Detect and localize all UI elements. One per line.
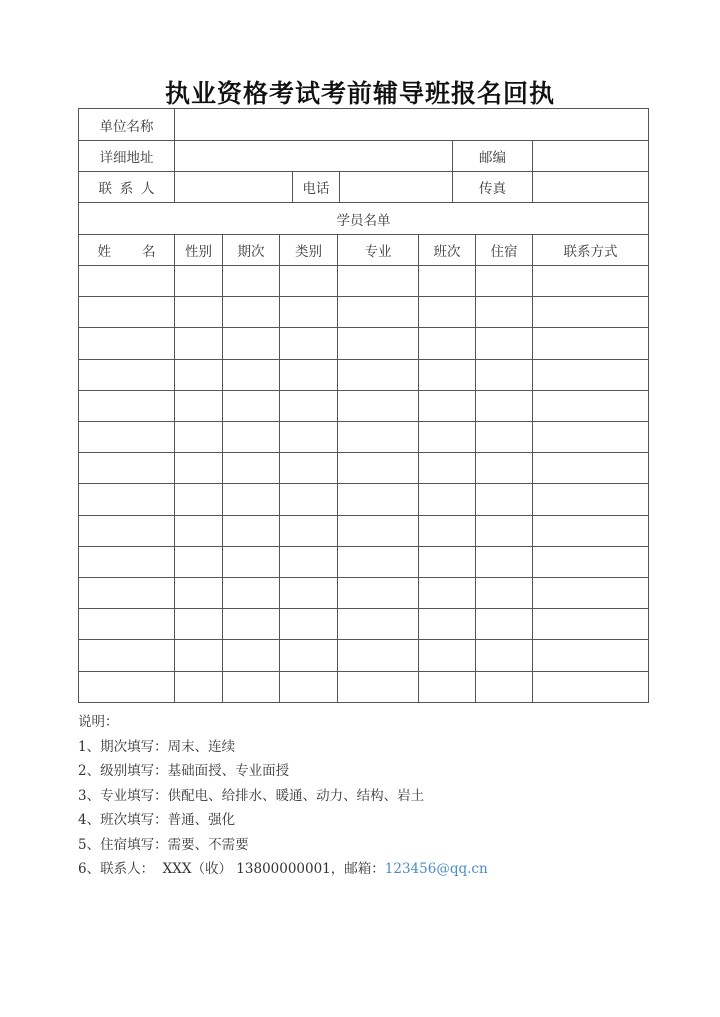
roster-cell-class[interactable] (418, 483, 476, 516)
roster-cell-name[interactable] (78, 515, 175, 547)
roster-cell-lodging[interactable] (475, 421, 533, 453)
col-header-name-char: 姓 (97, 244, 111, 260)
roster-cell-session[interactable] (222, 390, 280, 422)
roster-cell-gender[interactable] (174, 265, 223, 297)
roster-cell-lodging[interactable] (475, 515, 533, 547)
roster-cell-major[interactable] (337, 608, 419, 640)
roster-cell-session[interactable] (222, 296, 280, 328)
roster-cell-contact[interactable] (532, 608, 649, 640)
roster-cell-major[interactable] (337, 515, 419, 547)
roster-cell-session[interactable] (222, 483, 280, 516)
roster-cell-major[interactable] (337, 671, 419, 703)
roster-cell-contact[interactable] (532, 265, 649, 297)
roster-cell-name[interactable] (78, 327, 175, 360)
roster-cell-gender[interactable] (174, 608, 223, 640)
roster-cell-name[interactable] (78, 390, 175, 422)
phone-label: 电话 (292, 171, 340, 203)
roster-cell-category[interactable] (279, 390, 338, 422)
roster-cell-name[interactable] (78, 608, 175, 640)
roster-cell-class[interactable] (418, 577, 476, 609)
roster-cell-category[interactable] (279, 296, 338, 328)
roster-cell-category[interactable] (279, 671, 338, 703)
roster-cell-gender[interactable] (174, 296, 223, 328)
roster-cell-name[interactable] (78, 265, 175, 297)
roster-cell-session[interactable] (222, 577, 280, 609)
fax-label: 传真 (452, 171, 533, 203)
roster-cell-gender[interactable] (174, 515, 223, 547)
phone-field[interactable] (339, 171, 453, 203)
roster-cell-lodging[interactable] (475, 608, 533, 640)
registration-table (78, 108, 649, 702)
roster-cell-lodging[interactable] (475, 546, 533, 578)
fax-field[interactable] (532, 171, 649, 203)
roster-cell-contact[interactable] (532, 639, 649, 672)
roster-cell-category[interactable] (279, 265, 338, 297)
roster-cell-major[interactable] (337, 359, 419, 391)
roster-cell-gender[interactable] (174, 390, 223, 422)
roster-cell-contact[interactable] (532, 359, 649, 391)
roster-cell-lodging[interactable] (475, 296, 533, 328)
roster-cell-name[interactable] (78, 296, 175, 328)
roster-cell-class[interactable] (418, 546, 476, 578)
roster-cell-lodging[interactable] (475, 483, 533, 516)
roster-cell-name[interactable] (78, 639, 175, 672)
roster-cell-gender[interactable] (174, 671, 223, 703)
roster-cell-category[interactable] (279, 483, 338, 516)
col-header-major: 专业 (337, 234, 419, 266)
roster-cell-gender[interactable] (174, 639, 223, 672)
roster-cell-category[interactable] (279, 608, 338, 640)
roster-cell-contact[interactable] (532, 577, 649, 609)
roster-cell-session[interactable] (222, 265, 280, 297)
unit-name-field[interactable] (174, 108, 649, 141)
roster-cell-lodging[interactable] (475, 359, 533, 391)
col-header-lodging: 住宿 (475, 234, 533, 266)
roster-cell-class[interactable] (418, 296, 476, 328)
col-header-name (78, 234, 175, 266)
roster-cell-name[interactable] (78, 452, 175, 484)
roster-cell-category[interactable] (279, 577, 338, 609)
roster-cell-gender[interactable] (174, 546, 223, 578)
col-header-class: 班次 (418, 234, 476, 266)
roster-cell-contact[interactable] (532, 390, 649, 422)
roster-cell-lodging[interactable] (475, 577, 533, 609)
roster-cell-class[interactable] (418, 639, 476, 672)
roster-cell-session[interactable] (222, 639, 280, 672)
roster-cell-gender[interactable] (174, 359, 223, 391)
contact-label-char: 系 (119, 181, 134, 197)
col-header-name-char: 名 (142, 244, 156, 260)
roster-cell-name[interactable] (78, 546, 175, 578)
roster-cell-major[interactable] (337, 546, 419, 578)
roster-cell-session[interactable] (222, 608, 280, 640)
unit-name-label: 单位名称 (78, 108, 175, 141)
roster-cell-contact[interactable] (532, 515, 649, 547)
roster-cell-contact[interactable] (532, 296, 649, 328)
contact-info-text: 6、联系人： XXX（收） 13800000001，邮箱： (78, 861, 385, 877)
roster-cell-category[interactable] (279, 327, 338, 360)
roster-cell-lodging[interactable] (475, 265, 533, 297)
roster-cell-gender[interactable] (174, 483, 223, 516)
roster-cell-major[interactable] (337, 265, 419, 297)
note-item: 5、住宿填写：需要、不需要 (78, 836, 249, 853)
roster-cell-class[interactable] (418, 421, 476, 453)
roster-cell-lodging[interactable] (475, 639, 533, 672)
roster-cell-category[interactable] (279, 546, 338, 578)
roster-cell-session[interactable] (222, 546, 280, 578)
roster-cell-session[interactable] (222, 421, 280, 453)
roster-section-title: 学员名单 (78, 202, 649, 235)
roster-cell-major[interactable] (337, 421, 419, 453)
roster-cell-gender[interactable] (174, 327, 223, 360)
roster-cell-gender[interactable] (174, 421, 223, 453)
note-item: 1、期次填写：周末、连续 (78, 738, 236, 755)
note-item: 4、班次填写：普通、强化 (78, 812, 236, 828)
roster-cell-name[interactable] (78, 577, 175, 609)
roster-cell-lodging[interactable] (475, 390, 533, 422)
note-item: 2、级别填写：基础面授、专业面授 (78, 763, 290, 779)
roster-cell-class[interactable] (418, 671, 476, 703)
contact-field[interactable] (174, 171, 293, 203)
roster-cell-class[interactable] (418, 608, 476, 640)
roster-cell-session[interactable] (222, 327, 280, 360)
roster-cell-contact[interactable] (532, 421, 649, 453)
roster-cell-contact[interactable] (532, 483, 649, 516)
roster-cell-major[interactable] (337, 327, 419, 360)
roster-cell-class[interactable] (418, 452, 476, 484)
roster-cell-major[interactable] (337, 390, 419, 422)
col-header-contact: 联系方式 (532, 234, 649, 266)
form-title: 执业资格考试考前辅导班报名回执 (164, 79, 555, 108)
roster-cell-contact[interactable] (532, 327, 649, 360)
roster-cell-class[interactable] (418, 515, 476, 547)
roster-cell-category[interactable] (279, 515, 338, 547)
roster-cell-contact[interactable] (532, 452, 649, 484)
roster-cell-major[interactable] (337, 483, 419, 516)
roster-cell-major[interactable] (337, 452, 419, 484)
roster-cell-lodging[interactable] (475, 671, 533, 703)
roster-cell-name[interactable] (78, 359, 175, 391)
roster-cell-class[interactable] (418, 265, 476, 297)
roster-cell-category[interactable] (279, 421, 338, 453)
roster-cell-session[interactable] (222, 359, 280, 391)
roster-cell-gender[interactable] (174, 452, 223, 484)
roster-cell-major[interactable] (337, 639, 419, 672)
roster-cell-name[interactable] (78, 483, 175, 516)
roster-cell-major[interactable] (337, 577, 419, 609)
notes-section (78, 710, 488, 882)
note-item: 3、专业填写：供配电、给排水、暖通、动力、结构、岩土 (78, 787, 425, 804)
postcode-field[interactable] (532, 140, 649, 172)
address-field[interactable] (174, 140, 453, 172)
col-header-gender: 性别 (174, 234, 223, 266)
roster-cell-name[interactable] (78, 421, 175, 453)
roster-cell-class[interactable] (418, 359, 476, 391)
roster-cell-category[interactable] (279, 639, 338, 672)
col-header-category: 类别 (279, 234, 338, 266)
roster-cell-contact[interactable] (532, 671, 649, 703)
col-header-session: 期次 (222, 234, 280, 266)
roster-cell-contact[interactable] (532, 546, 649, 578)
contact-label (78, 171, 175, 203)
roster-cell-session[interactable] (222, 671, 280, 703)
roster-cell-category[interactable] (279, 359, 338, 391)
roster-cell-lodging[interactable] (475, 327, 533, 360)
roster-cell-lodging[interactable] (475, 452, 533, 484)
roster-cell-session[interactable] (222, 515, 280, 547)
roster-cell-class[interactable] (418, 390, 476, 422)
postcode-label: 邮编 (452, 140, 533, 172)
email-link[interactable]: 123456@qq.cn (384, 861, 488, 877)
roster-cell-class[interactable] (418, 327, 476, 360)
roster-cell-session[interactable] (222, 452, 280, 484)
contact-label-char: 联 (98, 181, 112, 197)
roster-cell-major[interactable] (337, 296, 419, 328)
contact-label-char: 人 (141, 181, 155, 197)
roster-cell-category[interactable] (279, 452, 338, 484)
roster-cell-name[interactable] (78, 671, 175, 703)
note-item-contact (78, 857, 488, 882)
roster-cell-gender[interactable] (174, 577, 223, 609)
address-label: 详细地址 (78, 140, 175, 172)
notes-heading: 说明： (78, 714, 119, 730)
